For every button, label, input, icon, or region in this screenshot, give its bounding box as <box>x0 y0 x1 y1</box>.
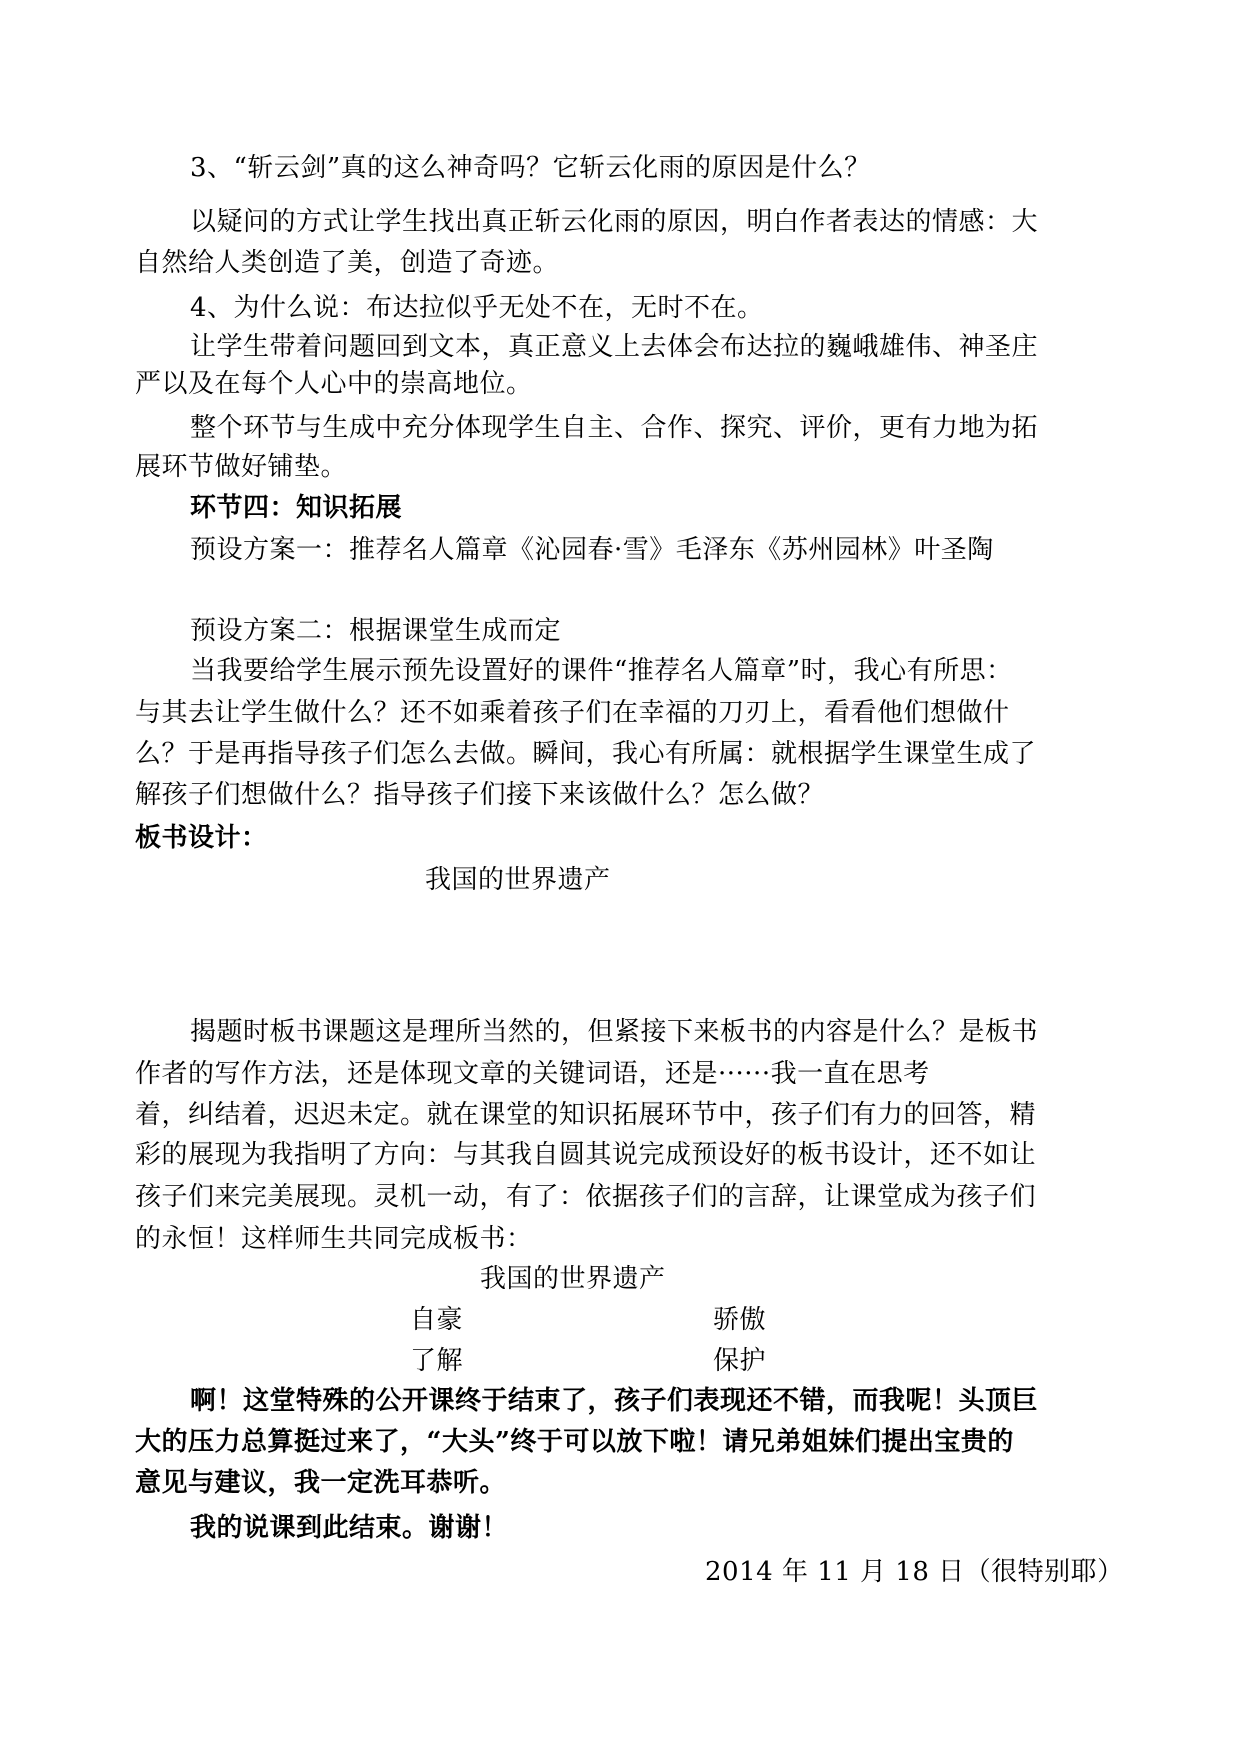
paragraph-line: 严以及在每个人心中的崇高地位。 <box>135 369 533 399</box>
paragraph-line: 当我要给学生展示预先设置好的课件“推荐名人篇章”时，我心有所思： <box>190 656 1013 686</box>
paragraph-line: 让学生带着问题回到文本，真正意义上去体会布达拉的巍峨雄伟、神圣庄 <box>190 332 1039 362</box>
board-word: 自豪 <box>410 1305 464 1335</box>
board-word: 骄傲 <box>713 1305 767 1335</box>
paragraph-line: 么？于是再指导孩子们怎么去做。瞬间，我心有所属：就根据学生课堂生成了 <box>135 739 1037 769</box>
paragraph-line: 孩子们来完美展现。灵机一动，有了：依据孩子们的言辞，让课堂成为孩子们 <box>135 1182 1037 1212</box>
paragraph-line: 彩的展现为我指明了方向：与其我自圆其说完成预设好的板书设计，还不如让 <box>135 1140 1037 1170</box>
paragraph-line: 的永恒！这样师生共同完成板书： <box>135 1224 533 1254</box>
preset-plan-2: 预设方案二：根据课堂生成而定 <box>190 616 562 646</box>
board-title: 我国的世界遗产 <box>425 865 611 895</box>
paragraph-line: 着，纠结着，迟迟未定。就在课堂的知识拓展环节中，孩子们有力的回答，精 <box>135 1100 1037 1130</box>
closing-thanks: 我的说课到此结束。谢谢！ <box>190 1513 509 1543</box>
paragraph-line: 以疑问的方式让学生找出真正斩云化雨的原因，明白作者表达的情感：大 <box>190 207 1039 237</box>
paragraph-line: 自然给人类创造了美，创造了奇迹。 <box>135 248 560 278</box>
closing-paragraph: 意见与建议，我一定洗耳恭听。 <box>135 1468 507 1498</box>
paragraph-line: 解孩子们想做什么？指导孩子们接下来该做什么？怎么做？ <box>135 780 825 810</box>
date-line: 2014 年 11 月 18 日（很特别耶） <box>705 1557 1124 1587</box>
board-word: 了解 <box>410 1346 464 1376</box>
paragraph-line: 揭题时板书课题这是理所当然的，但紧接下来板书的内容是什么？是板书 <box>190 1017 1039 1047</box>
question-4: 4、为什么说：布达拉似乎无处不在，无时不在。 <box>190 293 764 323</box>
preset-plan-1: 预设方案一：推荐名人篇章《沁园春·雪》毛泽东《苏州园林》叶圣陶 <box>190 535 994 565</box>
paragraph-line: 整个环节与生成中充分体现学生自主、合作、探究、评价，更有力地为拓 <box>190 413 1039 443</box>
paragraph-line: 展环节做好铺垫。 <box>135 452 348 482</box>
closing-paragraph: 啊！这堂特殊的公开课终于结束了，孩子们表现还不错，而我呢！头顶巨 <box>190 1386 1039 1416</box>
paragraph-line: 作者的写作方法，还是体现文章的关键词语，还是······我一直在思考 <box>135 1059 930 1089</box>
board-title-final: 我国的世界遗产 <box>480 1264 666 1294</box>
question-3: 3、“斩云剑”真的这么神奇吗？它斩云化雨的原因是什么？ <box>190 153 871 183</box>
board-word: 保护 <box>713 1346 767 1376</box>
paragraph-line: 与其去让学生做什么？还不如乘着孩子们在幸福的刀刃上，看看他们想做什 <box>135 698 1010 728</box>
closing-paragraph: 大的压力总算挺过来了，“大头”终于可以放下啦！请兄弟姐妹们提出宝贵的 <box>135 1427 1014 1457</box>
section-heading: 环节四：知识拓展 <box>190 493 403 523</box>
board-design-heading: 板书设计： <box>135 823 268 853</box>
